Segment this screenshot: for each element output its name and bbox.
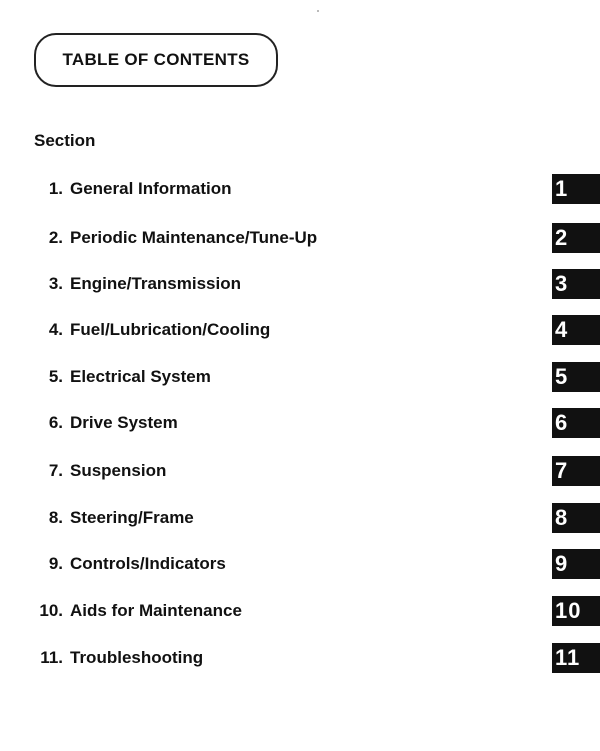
toc-entry-label[interactable]: Drive System [70, 413, 178, 432]
toc-entry-label[interactable]: Fuel/Lubrication/Cooling [70, 320, 271, 339]
toc-entry-number: 7. [48, 461, 63, 480]
section-tab-3[interactable]: 3 [552, 269, 600, 299]
section-tab-6[interactable]: 6 [552, 408, 600, 438]
toc-entry-number: 11. [40, 648, 63, 667]
toc-entry-number: 9. [48, 554, 63, 573]
toc-entry-number: 6. [48, 413, 63, 432]
section-tab-9[interactable]: 9 [552, 549, 600, 579]
toc-entry-label[interactable]: Troubleshooting [70, 648, 204, 667]
toc-entry-label[interactable]: Controls/Indicators [70, 554, 226, 573]
section-tab-8[interactable]: 8 [552, 503, 600, 533]
toc-entry-number: 3. [48, 274, 63, 293]
toc-entry-6[interactable] [0, 408, 600, 438]
toc-entry-11[interactable] [0, 643, 600, 673]
toc-entry-label[interactable]: Suspension [70, 461, 167, 480]
section-tab-5[interactable]: 5 [552, 362, 600, 392]
section-tab-1[interactable]: 1 [552, 174, 600, 204]
toc-entry-label[interactable]: General Information [70, 179, 232, 198]
toc-entry-1[interactable] [0, 174, 600, 204]
section-tab-2[interactable]: 2 [552, 223, 600, 253]
toc-entry-label[interactable]: Periodic Maintenance/Tune-Up [70, 228, 318, 247]
section-tab-10[interactable]: 10 [552, 596, 600, 626]
section-tab-11[interactable]: 11 [552, 643, 600, 673]
toc-entry-label[interactable]: Engine/Transmission [70, 274, 241, 293]
toc-entry-number: 10. [39, 601, 63, 620]
toc-entry-3[interactable] [0, 269, 600, 299]
toc-entry-9[interactable] [0, 549, 600, 579]
toc-entry-number: 2. [48, 228, 63, 247]
toc-entry-number: 5. [48, 367, 63, 386]
toc-entry-8[interactable] [0, 503, 600, 533]
toc-entry-10[interactable] [0, 596, 600, 626]
toc-entry-7[interactable] [0, 456, 600, 486]
toc-entry-label[interactable]: Steering/Frame [70, 508, 194, 527]
section-tab-4[interactable]: 4 [552, 315, 600, 345]
toc-entry-number: 4. [48, 320, 63, 339]
page-title: TABLE OF CONTENTS [62, 50, 250, 69]
toc-entry-2[interactable] [0, 223, 600, 253]
section-heading: Section [34, 131, 96, 150]
toc-entry-4[interactable] [0, 315, 600, 345]
toc-entry-label[interactable]: Electrical System [70, 367, 211, 386]
toc-entry-number: 8. [48, 508, 63, 527]
section-tab-7[interactable]: 7 [552, 456, 600, 486]
toc-entry-5[interactable] [0, 362, 600, 392]
toc-entry-label[interactable]: Aids for Maintenance [70, 601, 242, 620]
title-box [34, 33, 278, 87]
scan-speck [317, 10, 319, 12]
toc-entry-number: 1. [48, 179, 63, 198]
